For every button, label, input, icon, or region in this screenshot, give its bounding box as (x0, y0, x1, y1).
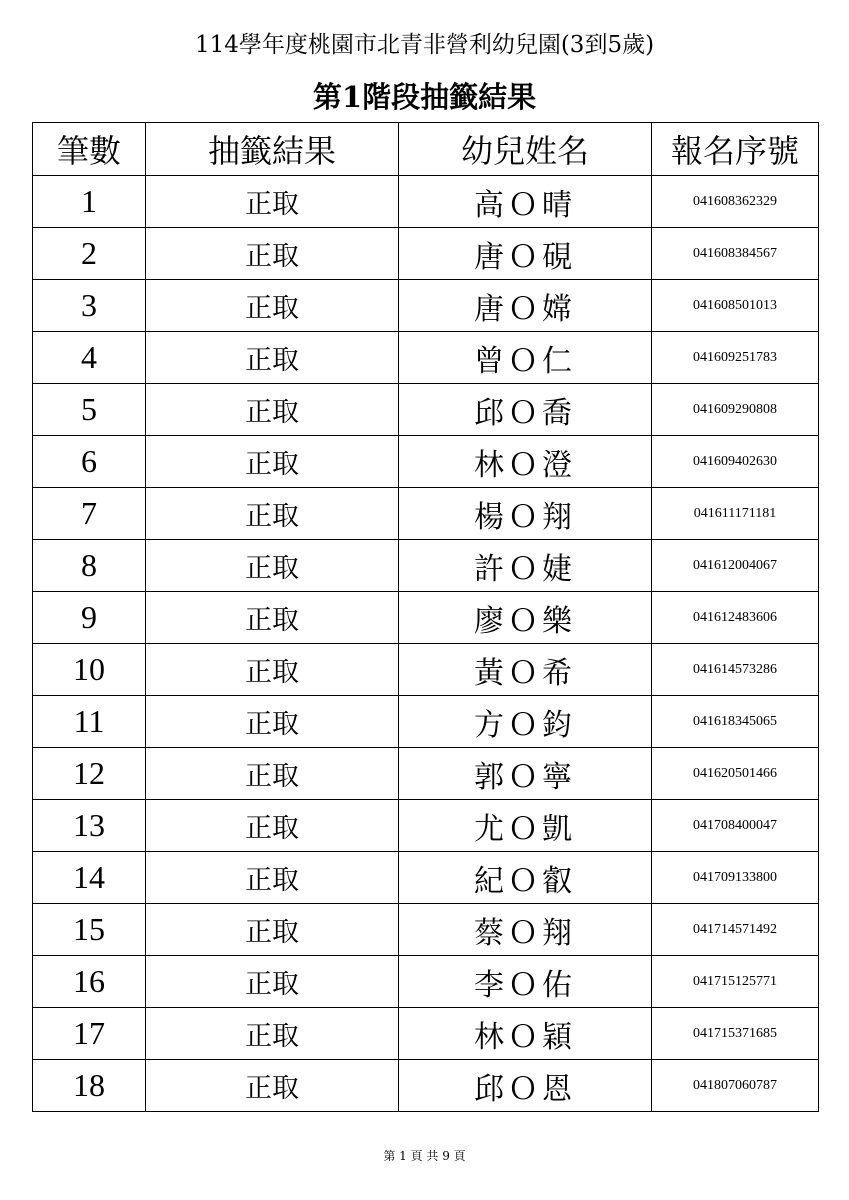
row-registration-number-cell: 041612004067 (652, 540, 819, 592)
lottery-results-table (32, 122, 819, 1112)
row-registration-number-cell: 041715371685 (652, 1008, 819, 1060)
row-registration-number-cell: 041614573286 (652, 644, 819, 696)
row-registration-number-cell: 041609290808 (652, 384, 819, 436)
row-result-cell: 正取 (146, 540, 399, 592)
row-registration-number-cell: 041608362329 (652, 176, 819, 228)
row-count-cell: 10 (33, 644, 146, 696)
header-count: 筆數 (33, 123, 146, 176)
row-child-name-cell: 曾Ｏ仁 (399, 332, 652, 384)
row-count-cell: 9 (33, 592, 146, 644)
row-result-cell: 正取 (146, 488, 399, 540)
row-count-cell: 18 (33, 1060, 146, 1112)
header-registration-number: 報名序號 (652, 123, 819, 176)
row-count-cell: 14 (33, 852, 146, 904)
row-child-name-cell: 許Ｏ婕 (399, 540, 652, 592)
row-count-cell: 6 (33, 436, 146, 488)
row-result-cell: 正取 (146, 852, 399, 904)
row-count-cell: 16 (33, 956, 146, 1008)
table-row (33, 332, 819, 384)
row-registration-number-cell: 041708400047 (652, 800, 819, 852)
document-title: 114學年度桃園市北青非營利幼兒園(3到5歲) (194, 32, 655, 58)
row-child-name-cell: 高Ｏ晴 (399, 176, 652, 228)
table-row (33, 644, 819, 696)
row-child-name-cell: 唐Ｏ嫦 (399, 280, 652, 332)
row-count-cell: 8 (33, 540, 146, 592)
row-registration-number-cell: 041608501013 (652, 280, 819, 332)
row-child-name-cell: 林Ｏ穎 (399, 1008, 652, 1060)
row-registration-number-cell: 041608384567 (652, 228, 819, 280)
row-registration-number-cell: 041609251783 (652, 332, 819, 384)
document-subtitle: 第1階段抽籤結果 (312, 80, 537, 114)
row-registration-number-cell: 041807060787 (652, 1060, 819, 1112)
table-row (33, 280, 819, 332)
row-child-name-cell: 楊Ｏ翔 (399, 488, 652, 540)
table-row (33, 748, 819, 800)
row-result-cell: 正取 (146, 592, 399, 644)
table-row (33, 176, 819, 228)
row-registration-number-cell: 041618345065 (652, 696, 819, 748)
page-footer: 第 1 頁 共 9 頁 (383, 1149, 466, 1163)
row-child-name-cell: 唐Ｏ硯 (399, 228, 652, 280)
row-result-cell: 正取 (146, 280, 399, 332)
table-row (33, 800, 819, 852)
row-child-name-cell: 尤Ｏ凱 (399, 800, 652, 852)
row-count-cell: 13 (33, 800, 146, 852)
row-count-cell: 2 (33, 228, 146, 280)
row-result-cell: 正取 (146, 1060, 399, 1112)
table-row (33, 540, 819, 592)
row-result-cell: 正取 (146, 1008, 399, 1060)
row-child-name-cell: 邱Ｏ恩 (399, 1060, 652, 1112)
table-row (33, 436, 819, 488)
row-child-name-cell: 郭Ｏ寧 (399, 748, 652, 800)
row-count-cell: 3 (33, 280, 146, 332)
row-registration-number-cell: 041620501466 (652, 748, 819, 800)
row-result-cell: 正取 (146, 748, 399, 800)
table-row (33, 1060, 819, 1112)
row-child-name-cell: 李Ｏ佑 (399, 956, 652, 1008)
row-count-cell: 5 (33, 384, 146, 436)
row-registration-number-cell: 041709133800 (652, 852, 819, 904)
row-child-name-cell: 邱Ｏ喬 (399, 384, 652, 436)
table-row (33, 852, 819, 904)
row-child-name-cell: 蔡Ｏ翔 (399, 904, 652, 956)
row-result-cell: 正取 (146, 176, 399, 228)
row-child-name-cell: 黃Ｏ希 (399, 644, 652, 696)
row-count-cell: 7 (33, 488, 146, 540)
row-count-cell: 15 (33, 904, 146, 956)
row-registration-number-cell: 041715125771 (652, 956, 819, 1008)
row-count-cell: 12 (33, 748, 146, 800)
row-result-cell: 正取 (146, 800, 399, 852)
header-result: 抽籤結果 (146, 123, 399, 176)
table-row (33, 592, 819, 644)
header-child-name: 幼兒姓名 (399, 123, 652, 176)
row-count-cell: 4 (33, 332, 146, 384)
row-child-name-cell: 廖Ｏ樂 (399, 592, 652, 644)
table-row (33, 228, 819, 280)
row-registration-number-cell: 041609402630 (652, 436, 819, 488)
table-row (33, 696, 819, 748)
row-registration-number-cell: 041611171181 (652, 488, 819, 540)
row-registration-number-cell: 041714571492 (652, 904, 819, 956)
table-row (33, 956, 819, 1008)
table-row (33, 904, 819, 956)
row-result-cell: 正取 (146, 956, 399, 1008)
row-child-name-cell: 方Ｏ鈞 (399, 696, 652, 748)
row-result-cell: 正取 (146, 904, 399, 956)
table-row (33, 488, 819, 540)
row-count-cell: 17 (33, 1008, 146, 1060)
row-child-name-cell: 林Ｏ澄 (399, 436, 652, 488)
table-row (33, 1008, 819, 1060)
row-count-cell: 11 (33, 696, 146, 748)
table-row (33, 384, 819, 436)
row-result-cell: 正取 (146, 696, 399, 748)
row-result-cell: 正取 (146, 228, 399, 280)
row-result-cell: 正取 (146, 436, 399, 488)
row-count-cell: 1 (33, 176, 146, 228)
table-body (33, 176, 819, 1112)
row-child-name-cell: 紀Ｏ叡 (399, 852, 652, 904)
row-result-cell: 正取 (146, 644, 399, 696)
row-result-cell: 正取 (146, 384, 399, 436)
table-header-row (33, 123, 819, 176)
row-registration-number-cell: 041612483606 (652, 592, 819, 644)
row-result-cell: 正取 (146, 332, 399, 384)
